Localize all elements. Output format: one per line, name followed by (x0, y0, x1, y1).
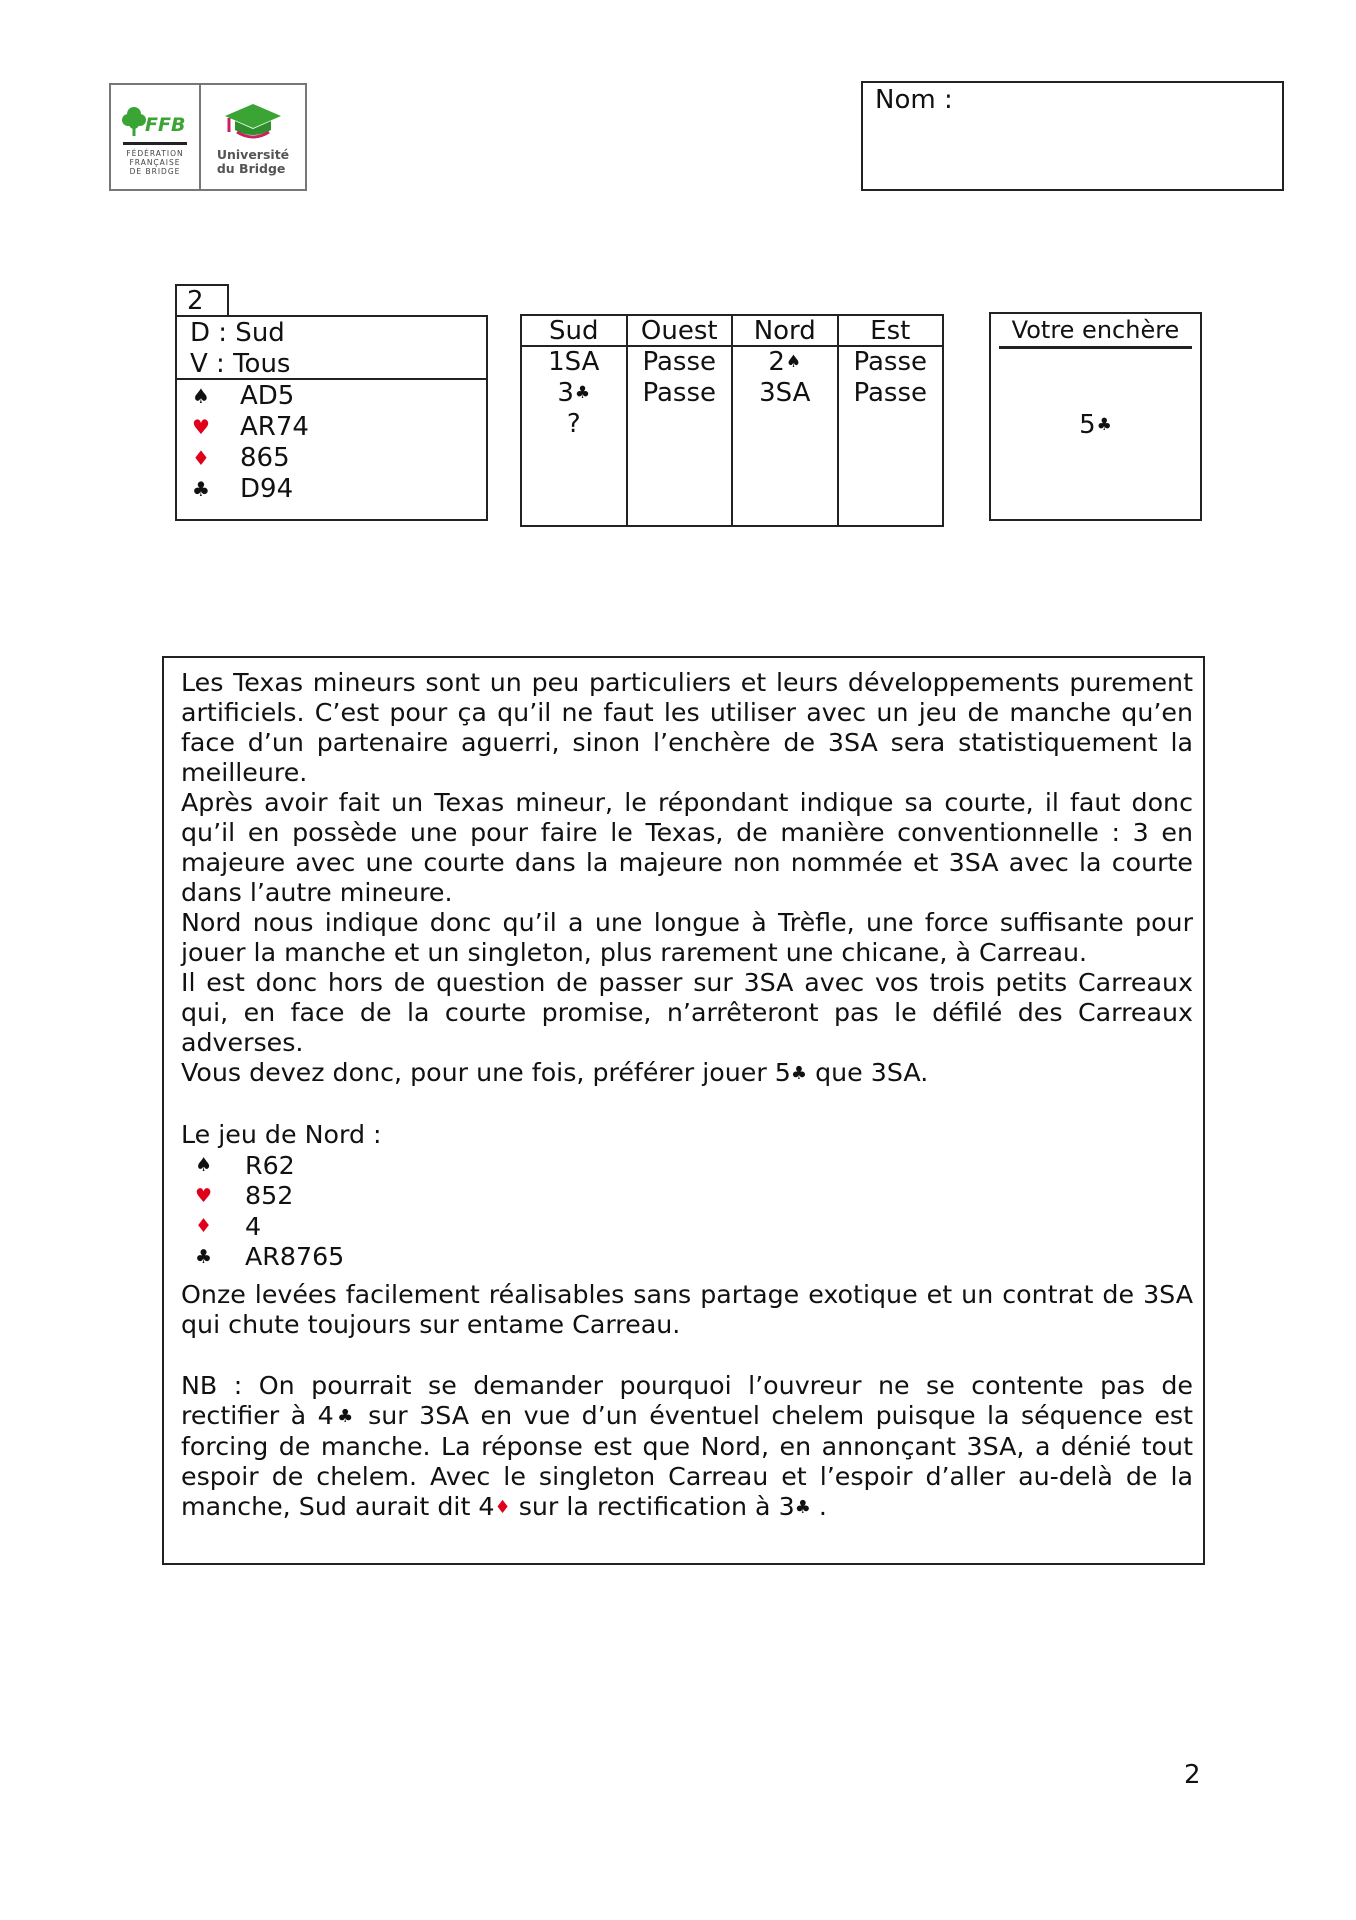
bid-cell: Passe (642, 378, 717, 408)
name-label: Nom : (875, 85, 953, 115)
explanation-paragraph: Les Texas mineurs sont un peu particuliers et leurs développements purement artificiels. C’est pour ça qu’il ne faut les utiliser avec un jeu de manche qu’en face d’un partenaire aguerri, sinon l’enchère de 3SA sera statistiquement la meilleure. (181, 668, 1193, 787)
north-row-diamonds (181, 1211, 1193, 1242)
hand-cards: AR8765 (245, 1242, 345, 1272)
bid-column-ouest (628, 316, 734, 525)
hand-row-spades (190, 380, 486, 411)
universite-logo (201, 85, 305, 189)
deal-number: 2 (175, 284, 229, 316)
club-icon: ♣ (790, 1063, 808, 1084)
bid-cell: Passe (642, 347, 717, 377)
heart-icon: ♥ (192, 414, 210, 439)
bid-header: Ouest (628, 316, 732, 347)
bidding-table (520, 314, 944, 527)
bid-cell: Passe (853, 378, 928, 408)
ffb-subtitle: FÉDÉRATION FRANÇAISE DE BRIDGE (126, 149, 184, 176)
north-row-hearts (181, 1181, 1193, 1212)
hand-row-clubs (190, 473, 486, 504)
your-bid-box[interactable] (989, 312, 1202, 521)
bid-cell: ? (566, 409, 581, 439)
deal-box (175, 315, 488, 521)
dealer-line: D : Sud (190, 318, 285, 348)
north-row-spades (181, 1150, 1193, 1181)
explanation-paragraph: Il est donc hors de question de passer sur 3SA avec vos trois petits Carreaux qui, en face de la courte promise, n’arrêteront pas le défilé des Carreaux adverses. (181, 968, 1193, 1057)
explanation-paragraph: Après avoir fait un Texas mineur, le répondant indique sa courte, il faut donc qu’il en possède une pour faire le Texas, de manière conventionnelle : 3 en majeure avec une courte dans la majeure non nommée et 3SA avec la courte dans l’autre mineure. (181, 788, 1193, 907)
hand-row-diamonds (190, 442, 486, 473)
page-number: 2 (1184, 1760, 1201, 1790)
club-icon: ♣ (574, 383, 591, 403)
ffb-tree-icon (120, 102, 190, 140)
club-icon: ♣ (333, 1406, 357, 1427)
bid-column-sud (522, 316, 628, 525)
ffb-logo (109, 83, 307, 191)
club-icon: ♣ (1096, 415, 1112, 435)
explanation-paragraph: Nord nous indique donc qu’il a une longue à Trèfle, une force suffisante pour jouer la manche et un singleton, plus rarement une chicane, à Carreau. (181, 908, 1193, 967)
name-field-box[interactable] (861, 81, 1284, 191)
bid-cell: 1SA (548, 347, 600, 377)
spade-icon: ♠ (785, 352, 802, 372)
spade-icon: ♠ (192, 383, 210, 408)
bid-column-est (839, 316, 943, 525)
your-bid-answer: 5♣ (1079, 410, 1112, 440)
bid-cell: 3♣ (557, 378, 591, 408)
universite-text: Université du Bridge (216, 147, 290, 176)
diamond-icon: ♦ (192, 445, 210, 470)
bid-cell: Passe (853, 347, 928, 377)
spade-icon: ♠ (195, 1154, 213, 1177)
bid-cell: 2♠ (768, 347, 802, 377)
hand-row-hearts (190, 411, 486, 442)
hand-cards: 865 (240, 442, 290, 473)
vulnerability-line: V : Tous (190, 349, 291, 379)
hand-cards: AR74 (240, 411, 309, 442)
bid-header: Nord (733, 316, 837, 347)
svg-text:FFB: FFB (145, 114, 186, 136)
hand-cards: AD5 (240, 380, 295, 411)
hand-cards: 4 (245, 1211, 262, 1241)
north-hand (181, 1150, 1193, 1272)
north-row-clubs (181, 1242, 1193, 1273)
your-bid-title: Votre enchère (999, 314, 1192, 349)
club-icon: ♣ (195, 1245, 213, 1268)
bid-header: Est (839, 316, 943, 347)
bid-column-nord (733, 316, 839, 525)
ffb-logo-mark (111, 85, 201, 189)
hand-cards: D94 (240, 473, 294, 504)
bid-header: Sud (522, 316, 626, 347)
south-hand (177, 380, 486, 504)
bid-cell: 3SA (759, 378, 811, 408)
diamond-icon: ♦ (494, 1497, 511, 1518)
club-icon: ♣ (192, 476, 210, 501)
hand-cards: R62 (245, 1150, 295, 1180)
diamond-icon: ♦ (195, 1215, 213, 1238)
explanation-paragraph: Vous devez donc, pour une fois, préférer jouer 5♣ que 3SA. (181, 1058, 929, 1087)
club-icon: ♣ (794, 1497, 811, 1518)
explanation-box (162, 656, 1205, 1565)
hand-cards: 852 (245, 1181, 294, 1211)
graduation-cap-icon (223, 102, 283, 142)
nb-paragraph: NB : On pourrait se demander pourquoi l’ouvreur ne se contente pas de rectifier à 4♣ sur 3SA en vue d’un éventuel chelem puisque la séquence est forcing de manche. La réponse est que Nord, en annonçant 3SA, a dénié tout espoir de chelem. Avec le singleton Carreau et l’espoir d’aller au-delà de la manche, Sud aurait dit 4♦ sur la rectification à 3♣ . (181, 1371, 1193, 1521)
deal-info (177, 317, 486, 380)
heart-icon: ♥ (195, 1184, 213, 1207)
explanation-paragraph: Onze levées facilement réalisables sans partage exotique et un contrat de 3SA qui chute toujours sur entame Carreau. (181, 1280, 1193, 1339)
north-hand-title: Le jeu de Nord : (181, 1120, 382, 1149)
